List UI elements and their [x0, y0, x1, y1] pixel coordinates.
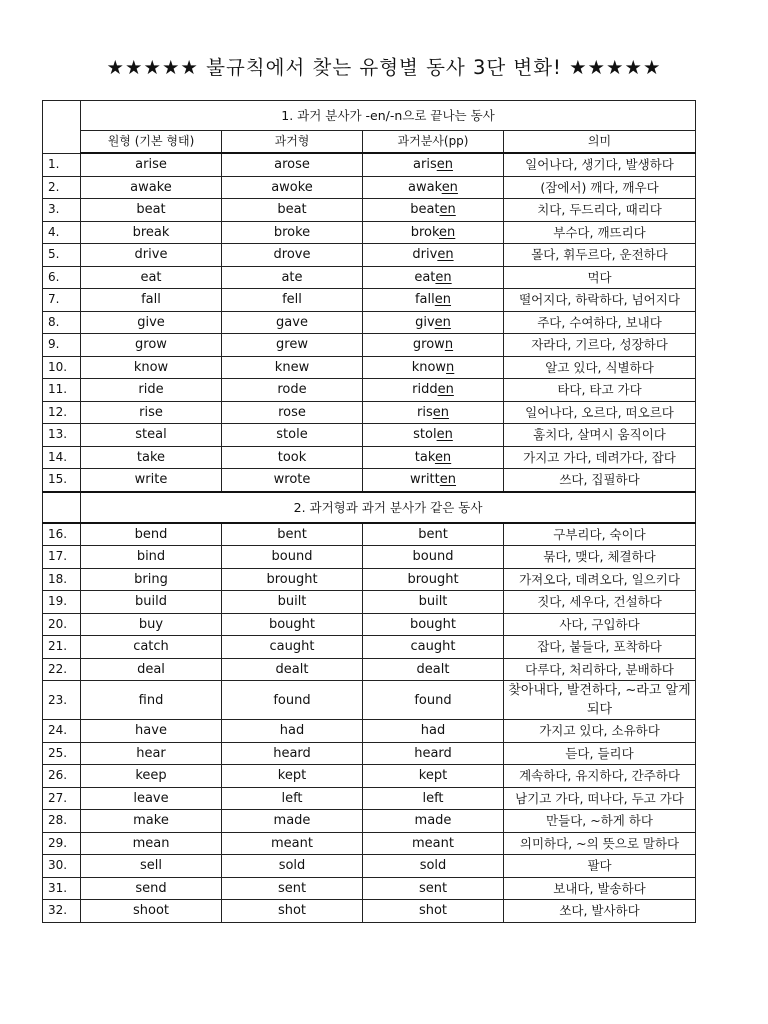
meaning: 짓다, 세우다, 건설하다 [504, 591, 696, 614]
table-row [43, 810, 696, 833]
row-number: 4. [43, 221, 81, 244]
table-row [43, 877, 696, 900]
row-number: 5. [43, 244, 81, 267]
past-form: rode [222, 379, 363, 402]
past-form: wrote [222, 469, 363, 492]
base-form: take [81, 446, 222, 469]
meaning: 먹다 [504, 266, 696, 289]
section-1-header-row [43, 101, 696, 131]
row-number: 26. [43, 765, 81, 788]
table-row [43, 446, 696, 469]
base-form: write [81, 469, 222, 492]
base-form: leave [81, 787, 222, 810]
past-form: knew [222, 356, 363, 379]
past-form: awoke [222, 176, 363, 199]
past-participle: sold [363, 855, 504, 878]
past-form: left [222, 787, 363, 810]
row-number: 9. [43, 334, 81, 357]
past-participle: shot [363, 900, 504, 923]
row-number: 16. [43, 523, 81, 546]
row-number: 18. [43, 568, 81, 591]
past-participle: bent [363, 523, 504, 546]
past-participle [363, 356, 504, 379]
past-form: found [222, 681, 363, 720]
row-number: 10. [43, 356, 81, 379]
table-row [43, 289, 696, 312]
meaning: 떨어지다, 하락하다, 넘어지다 [504, 289, 696, 312]
past-participle: built [363, 591, 504, 614]
table-row [43, 469, 696, 492]
base-form: find [81, 681, 222, 720]
past-participle: caught [363, 636, 504, 659]
pp-suffix: en [434, 314, 451, 330]
meaning: 알고 있다, 식별하다 [504, 356, 696, 379]
past-participle [363, 289, 504, 312]
pp-suffix: en [441, 179, 458, 195]
past-form: dealt [222, 658, 363, 681]
pp-suffix: en [439, 202, 456, 218]
pp-stem: fall [414, 292, 435, 308]
pp-stem: tak [414, 449, 435, 465]
past-form: had [222, 720, 363, 743]
row-number: 29. [43, 832, 81, 855]
row-number: 15. [43, 469, 81, 492]
pp-suffix: en [436, 157, 453, 173]
meaning: 구부리다, 숙이다 [504, 523, 696, 546]
section-1-heading: 1. 과거 분사가 -en/-n으로 끝나는 동사 [81, 101, 696, 131]
past-participle [363, 379, 504, 402]
table-row [43, 855, 696, 878]
row-number: 19. [43, 591, 81, 614]
pp-suffix: n [446, 359, 455, 375]
base-form: know [81, 356, 222, 379]
past-participle [363, 266, 504, 289]
base-form: awake [81, 176, 222, 199]
past-participle: had [363, 720, 504, 743]
past-participle: kept [363, 765, 504, 788]
table-row [43, 568, 696, 591]
past-form: fell [222, 289, 363, 312]
row-number: 22. [43, 658, 81, 681]
meaning: 쓰다, 집필하다 [504, 469, 696, 492]
past-participle [363, 334, 504, 357]
past-form: bent [222, 523, 363, 546]
past-form: gave [222, 311, 363, 334]
table-row [43, 765, 696, 788]
meaning: 자라다, 기르다, 성장하다 [504, 334, 696, 357]
pp-stem: beat [410, 202, 440, 218]
past-form: sold [222, 855, 363, 878]
past-form: beat [222, 199, 363, 222]
base-form: shoot [81, 900, 222, 923]
past-participle: bought [363, 613, 504, 636]
past-form: brought [222, 568, 363, 591]
base-form: ride [81, 379, 222, 402]
meaning: 훔치다, 살며시 움직이다 [504, 424, 696, 447]
base-form: eat [81, 266, 222, 289]
past-participle: heard [363, 742, 504, 765]
meaning: 묶다, 맺다, 체결하다 [504, 546, 696, 569]
table-row [43, 900, 696, 923]
pp-suffix: en [437, 382, 454, 398]
pp-stem: grow [412, 337, 445, 353]
base-form: rise [81, 401, 222, 424]
meaning: 일어나다, 오르다, 떠오르다 [504, 401, 696, 424]
corner-cell [43, 492, 81, 523]
past-participle: brought [363, 568, 504, 591]
past-form: rose [222, 401, 363, 424]
past-form: drove [222, 244, 363, 267]
row-number: 24. [43, 720, 81, 743]
meaning: 남기고 가다, 떠나다, 두고 가다 [504, 787, 696, 810]
table-row [43, 591, 696, 614]
row-number: 21. [43, 636, 81, 659]
base-form: make [81, 810, 222, 833]
past-participle: found [363, 681, 504, 720]
row-number: 25. [43, 742, 81, 765]
table-row [43, 523, 696, 546]
table-row [43, 658, 696, 681]
past-form: caught [222, 636, 363, 659]
base-form: bind [81, 546, 222, 569]
past-participle [363, 244, 504, 267]
table-row [43, 379, 696, 402]
base-form: sell [81, 855, 222, 878]
past-form: built [222, 591, 363, 614]
meaning: 잡다, 붙들다, 포착하다 [504, 636, 696, 659]
row-number: 11. [43, 379, 81, 402]
table-row [43, 401, 696, 424]
pp-suffix: en [435, 269, 452, 285]
base-form: give [81, 311, 222, 334]
row-number: 13. [43, 424, 81, 447]
pp-stem: stol [413, 427, 437, 443]
pp-stem: know [411, 359, 447, 375]
base-form: buy [81, 613, 222, 636]
table-row [43, 546, 696, 569]
past-form: broke [222, 221, 363, 244]
table-row [43, 742, 696, 765]
row-number: 1. [43, 153, 81, 176]
meaning: 보내다, 발송하다 [504, 877, 696, 900]
row-number: 7. [43, 289, 81, 312]
pp-suffix: en [436, 427, 453, 443]
table-row [43, 244, 696, 267]
base-form: keep [81, 765, 222, 788]
past-participle [363, 401, 504, 424]
base-form: mean [81, 832, 222, 855]
pp-stem: awak [408, 179, 442, 195]
base-form: deal [81, 658, 222, 681]
past-participle: dealt [363, 658, 504, 681]
meaning: 팔다 [504, 855, 696, 878]
table-row [43, 832, 696, 855]
column-header-past: 과거형 [222, 131, 363, 154]
column-header-pp: 과거분사(pp) [363, 131, 504, 154]
past-participle [363, 469, 504, 492]
pp-stem: driv [412, 247, 438, 263]
base-form: build [81, 591, 222, 614]
page-title: ★★★★★ 불규칙에서 찾는 유형별 동사 3단 변화! ★★★★★ [106, 56, 662, 79]
pp-suffix: n [444, 337, 454, 353]
base-form: bring [81, 568, 222, 591]
past-form: arose [222, 153, 363, 176]
meaning: 다루다, 처리하다, 분배하다 [504, 658, 696, 681]
meaning: 주다, 수여하다, 보내다 [504, 311, 696, 334]
meaning: 타다, 타고 가다 [504, 379, 696, 402]
table-row [43, 176, 696, 199]
base-form: have [81, 720, 222, 743]
verb-table [42, 100, 696, 923]
table-row [43, 221, 696, 244]
row-number: 17. [43, 546, 81, 569]
table-row [43, 424, 696, 447]
past-participle: left [363, 787, 504, 810]
past-form: bought [222, 613, 363, 636]
row-number: 20. [43, 613, 81, 636]
meaning: 가지고 있다, 소유하다 [504, 720, 696, 743]
table-row [43, 311, 696, 334]
row-number: 2. [43, 176, 81, 199]
table-row [43, 199, 696, 222]
past-participle [363, 221, 504, 244]
table-row [43, 681, 696, 720]
past-form: took [222, 446, 363, 469]
row-number: 23. [43, 681, 81, 720]
base-form: beat [81, 199, 222, 222]
table-row [43, 334, 696, 357]
past-form: bound [222, 546, 363, 569]
past-form: ate [222, 266, 363, 289]
meaning: 가져오다, 데려오다, 일으키다 [504, 568, 696, 591]
pp-stem: giv [415, 314, 435, 330]
table-row [43, 613, 696, 636]
pp-stem: writt [409, 472, 440, 488]
meaning: 듣다, 들리다 [504, 742, 696, 765]
row-number: 28. [43, 810, 81, 833]
past-participle [363, 153, 504, 176]
past-form: sent [222, 877, 363, 900]
row-number: 31. [43, 877, 81, 900]
meaning: 부수다, 깨뜨리다 [504, 221, 696, 244]
row-number: 32. [43, 900, 81, 923]
section-2-header-row [43, 492, 696, 523]
past-form: heard [222, 742, 363, 765]
base-form: hear [81, 742, 222, 765]
pp-suffix: en [434, 292, 452, 308]
pp-stem: eat [414, 269, 436, 285]
base-form: drive [81, 244, 222, 267]
past-participle [363, 311, 504, 334]
past-participle [363, 446, 504, 469]
column-header-row [43, 131, 696, 154]
past-form: kept [222, 765, 363, 788]
past-participle: bound [363, 546, 504, 569]
past-participle [363, 176, 504, 199]
table-row [43, 266, 696, 289]
column-header-meaning: 의미 [504, 131, 696, 154]
meaning: 찾아내다, 발견하다, ~라고 알게 되다 [504, 681, 696, 720]
past-participle: sent [363, 877, 504, 900]
pp-suffix: en [432, 404, 449, 420]
meaning: 일어나다, 생기다, 발생하다 [504, 153, 696, 176]
past-participle: meant [363, 832, 504, 855]
row-number: 3. [43, 199, 81, 222]
pp-stem: ris [417, 404, 433, 420]
past-participle: made [363, 810, 504, 833]
meaning: 계속하다, 유지하다, 간주하다 [504, 765, 696, 788]
past-participle [363, 199, 504, 222]
column-header-base: 원형 (기본 형태) [81, 131, 222, 154]
base-form: fall [81, 289, 222, 312]
section-2-heading: 2. 과거형과 과거 분사가 같은 동사 [81, 492, 696, 523]
table-row [43, 720, 696, 743]
table-row [43, 636, 696, 659]
pp-stem: brok [410, 224, 440, 240]
corner-cell [43, 101, 81, 154]
row-number: 6. [43, 266, 81, 289]
row-number: 14. [43, 446, 81, 469]
meaning: 가지고 가다, 데려가다, 잡다 [504, 446, 696, 469]
past-form: stole [222, 424, 363, 447]
past-participle [363, 424, 504, 447]
row-number: 12. [43, 401, 81, 424]
base-form: break [81, 221, 222, 244]
base-form: catch [81, 636, 222, 659]
past-form: shot [222, 900, 363, 923]
table-row [43, 356, 696, 379]
meaning: (잠에서) 깨다, 깨우다 [504, 176, 696, 199]
row-number: 27. [43, 787, 81, 810]
verb-table-body [43, 101, 696, 923]
row-number: 8. [43, 311, 81, 334]
base-form: steal [81, 424, 222, 447]
table-row [43, 153, 696, 176]
meaning: 치다, 두드리다, 때리다 [504, 199, 696, 222]
base-form: arise [81, 153, 222, 176]
base-form: bend [81, 523, 222, 546]
row-number: 30. [43, 855, 81, 878]
pp-suffix: en [434, 449, 452, 465]
meaning: 의미하다, ~의 뜻으로 말하다 [504, 832, 696, 855]
pp-stem: aris [413, 157, 437, 173]
pp-stem: ridd [412, 382, 438, 398]
meaning: 쏘다, 발사하다 [504, 900, 696, 923]
pp-suffix: en [437, 247, 454, 263]
past-form: meant [222, 832, 363, 855]
meaning: 만들다, ~하게 하다 [504, 810, 696, 833]
base-form: send [81, 877, 222, 900]
meaning: 사다, 구입하다 [504, 613, 696, 636]
pp-suffix: en [439, 472, 457, 488]
past-form: grew [222, 334, 363, 357]
table-row [43, 787, 696, 810]
past-form: made [222, 810, 363, 833]
pp-suffix: en [439, 224, 456, 240]
base-form: grow [81, 334, 222, 357]
meaning: 몰다, 휘두르다, 운전하다 [504, 244, 696, 267]
